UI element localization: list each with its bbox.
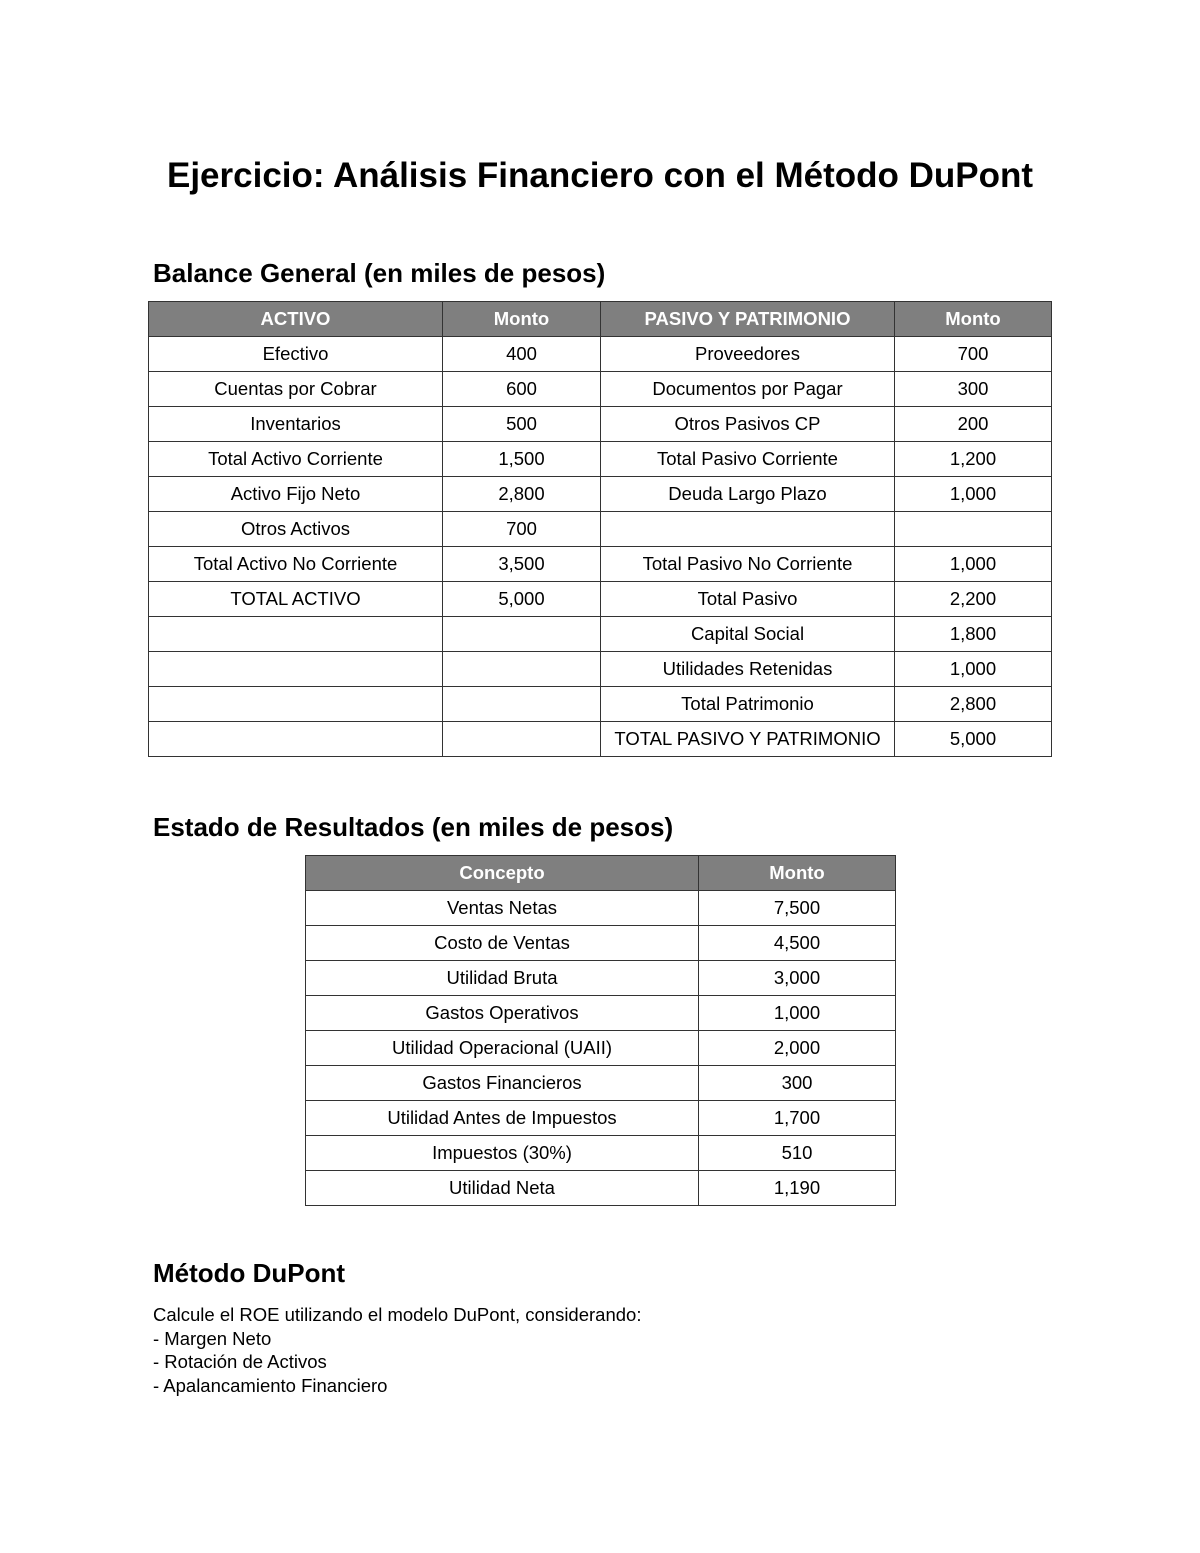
table-cell: Capital Social	[601, 617, 895, 652]
income-row	[306, 1136, 896, 1171]
income-row	[306, 1171, 896, 1206]
document-title: Ejercicio: Análisis Financiero con el Método DuPont	[166, 156, 1034, 195]
table-cell: 2,800	[443, 477, 601, 512]
table-cell: 3,500	[443, 547, 601, 582]
table-cell	[443, 652, 601, 687]
table-cell: 300	[699, 1066, 896, 1101]
table-cell: Total Pasivo No Corriente	[601, 547, 895, 582]
table-cell: Total Activo No Corriente	[149, 547, 443, 582]
balance-row	[149, 687, 1052, 722]
income-row	[306, 891, 896, 926]
balance-row	[149, 722, 1052, 757]
table-cell: 1,000	[699, 996, 896, 1031]
table-cell: Utilidad Antes de Impuestos	[306, 1101, 699, 1136]
table-cell	[149, 652, 443, 687]
balance-row	[149, 407, 1052, 442]
table-cell: 700	[443, 512, 601, 547]
table-cell: Gastos Operativos	[306, 996, 699, 1031]
income-header-cell: Concepto	[306, 856, 699, 891]
table-cell: Proveedores	[601, 337, 895, 372]
table-cell	[443, 722, 601, 757]
balance-row	[149, 617, 1052, 652]
table-cell: 1,700	[699, 1101, 896, 1136]
table-cell: 300	[895, 372, 1052, 407]
table-cell: Total Patrimonio	[601, 687, 895, 722]
table-cell: 3,000	[699, 961, 896, 996]
income-header-cell: Monto	[699, 856, 896, 891]
table-cell: 5,000	[443, 582, 601, 617]
table-cell: Utilidad Operacional (UAII)	[306, 1031, 699, 1066]
dupont-item: - Rotación de Activos	[153, 1351, 327, 1372]
income-row	[306, 1101, 896, 1136]
table-cell	[149, 722, 443, 757]
table-cell: Deuda Largo Plazo	[601, 477, 895, 512]
table-cell: Utilidad Bruta	[306, 961, 699, 996]
table-cell: 2,800	[895, 687, 1052, 722]
income-row	[306, 961, 896, 996]
table-cell: 1,800	[895, 617, 1052, 652]
table-cell: Inventarios	[149, 407, 443, 442]
balance-row	[149, 512, 1052, 547]
dupont-intro: Calcule el ROE utilizando el modelo DuPont, considerando:	[153, 1304, 642, 1325]
table-cell: 7,500	[699, 891, 896, 926]
table-cell	[443, 687, 601, 722]
dupont-heading: Método DuPont	[153, 1258, 346, 1288]
balance-heading: Balance General (en miles de pesos)	[153, 258, 606, 288]
table-cell: Activo Fijo Neto	[149, 477, 443, 512]
table-cell: TOTAL PASIVO Y PATRIMONIO	[601, 722, 895, 757]
table-cell: Otros Pasivos CP	[601, 407, 895, 442]
balance-header-cell: ACTIVO	[149, 302, 443, 337]
income-table	[305, 855, 896, 1206]
table-cell: 1,200	[895, 442, 1052, 477]
table-cell: Gastos Financieros	[306, 1066, 699, 1101]
table-cell: 5,000	[895, 722, 1052, 757]
table-cell: Impuestos (30%)	[306, 1136, 699, 1171]
table-cell: Ventas Netas	[306, 891, 699, 926]
table-cell: 500	[443, 407, 601, 442]
table-cell: 1,000	[895, 547, 1052, 582]
income-row	[306, 926, 896, 961]
table-cell: Total Pasivo	[601, 582, 895, 617]
balance-row	[149, 547, 1052, 582]
table-cell: Utilidad Neta	[306, 1171, 699, 1206]
table-cell: 1,000	[895, 477, 1052, 512]
balance-row	[149, 582, 1052, 617]
income-row	[306, 1031, 896, 1066]
table-cell	[443, 617, 601, 652]
balance-table	[148, 301, 1052, 757]
income-heading: Estado de Resultados (en miles de pesos)	[153, 812, 674, 842]
table-cell: 200	[895, 407, 1052, 442]
table-cell: 510	[699, 1136, 896, 1171]
table-cell: Efectivo	[149, 337, 443, 372]
table-cell: Costo de Ventas	[306, 926, 699, 961]
table-cell: 1,500	[443, 442, 601, 477]
table-cell: 600	[443, 372, 601, 407]
dupont-item: - Margen Neto	[153, 1327, 272, 1349]
balance-row	[149, 652, 1052, 687]
balance-header-cell: PASIVO Y PATRIMONIO	[601, 302, 895, 337]
table-cell: Cuentas por Cobrar	[149, 372, 443, 407]
balance-row	[149, 477, 1052, 512]
table-cell	[895, 512, 1052, 547]
table-cell: 2,200	[895, 582, 1052, 617]
balance-row	[149, 442, 1052, 477]
table-cell	[149, 687, 443, 722]
balance-header-cell: Monto	[443, 302, 601, 337]
dupont-item: - Apalancamiento Financiero	[153, 1374, 388, 1396]
table-cell: 1,190	[699, 1171, 896, 1206]
balance-header-cell: Monto	[895, 302, 1052, 337]
table-cell: Total Activo Corriente	[149, 442, 443, 477]
table-cell	[149, 617, 443, 652]
table-cell: Documentos por Pagar	[601, 372, 895, 407]
table-cell: 700	[895, 337, 1052, 372]
table-cell: TOTAL ACTIVO	[149, 582, 443, 617]
dupont-instructions	[153, 1303, 641, 1397]
income-row	[306, 1066, 896, 1101]
income-header-row	[306, 856, 896, 891]
table-cell: Utilidades Retenidas	[601, 652, 895, 687]
balance-row	[149, 337, 1052, 372]
balance-row	[149, 372, 1052, 407]
table-cell: 400	[443, 337, 601, 372]
table-cell: Total Pasivo Corriente	[601, 442, 895, 477]
table-cell: 2,000	[699, 1031, 896, 1066]
table-cell: 1,000	[895, 652, 1052, 687]
table-cell: 4,500	[699, 926, 896, 961]
income-row	[306, 996, 896, 1031]
table-cell: Otros Activos	[149, 512, 443, 547]
table-cell	[601, 512, 895, 547]
balance-header-row	[149, 302, 1052, 337]
